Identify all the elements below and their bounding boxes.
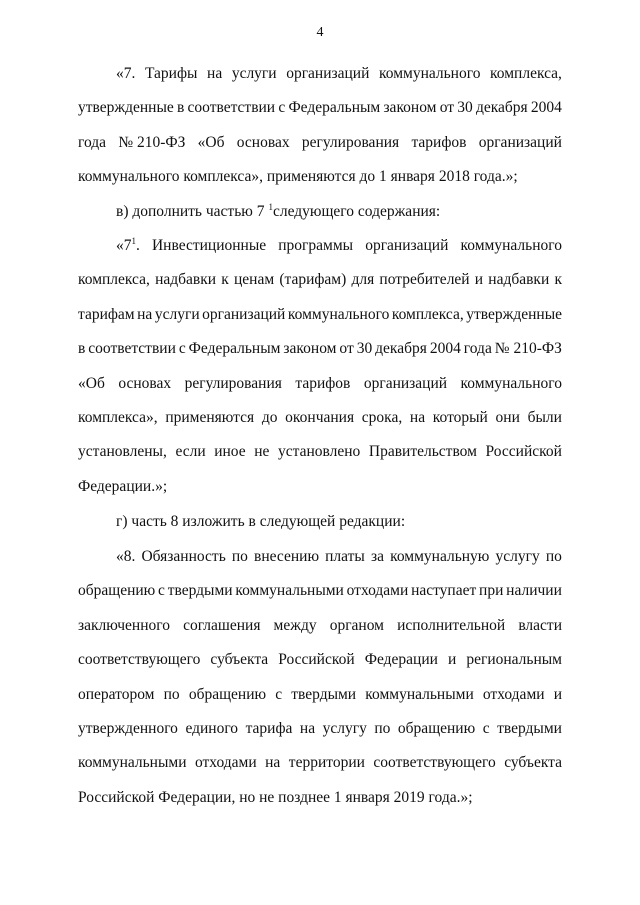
word: коммунальными [235, 582, 344, 600]
word: Обязанность [141, 548, 226, 565]
word: по [545, 548, 562, 565]
item-v [78, 195, 562, 229]
word: ценам [233, 271, 275, 289]
word: соответствующего [373, 754, 496, 772]
word: территории [288, 754, 365, 772]
word: окончания [285, 408, 355, 426]
word: наступает [411, 582, 477, 600]
word: внесению [254, 548, 320, 565]
word: комплекса, [78, 271, 150, 289]
item-v-text: в) дополнить частью 7 $^1$следующего содержания: [116, 202, 441, 220]
p71-line [78, 470, 562, 504]
word: утвержденного [78, 719, 178, 737]
word: с [278, 99, 286, 117]
word: между [273, 616, 317, 634]
word: на [299, 719, 316, 737]
word: к [554, 271, 562, 289]
word: с [158, 582, 165, 600]
p71-line [78, 332, 562, 366]
word: с [178, 340, 186, 358]
word: с [275, 685, 283, 703]
word: коммунального [460, 374, 562, 392]
word: услугу [495, 548, 540, 565]
word: регулирования [184, 374, 282, 392]
word: комплекса, [490, 65, 562, 82]
word: по [163, 685, 180, 703]
word: который [432, 408, 488, 426]
p8-line [78, 574, 562, 608]
item-g-text: г) часть 8 изложить в следующей редакции: [116, 513, 406, 530]
word: коммунальную [390, 548, 490, 565]
p71-line [78, 263, 562, 297]
word: и [553, 685, 562, 703]
word: коммунального [287, 305, 390, 323]
word: не [254, 443, 270, 461]
word: законом [283, 340, 337, 358]
word: «Об [197, 133, 225, 151]
word: от [439, 99, 455, 117]
word: власти [518, 616, 562, 634]
p8-line [78, 643, 562, 677]
word: регулирования [301, 133, 400, 151]
word: твердыми [497, 719, 562, 737]
word: «Об [78, 374, 105, 392]
word: тарифов [411, 133, 467, 151]
item-v-superscript: 1 [268, 202, 273, 212]
p71-line [78, 401, 562, 435]
word: если [175, 443, 206, 461]
p7-line [78, 91, 562, 125]
word: «$7^1$. [116, 236, 140, 254]
p8-line [78, 746, 562, 780]
word: основах [118, 374, 172, 392]
word: 30 [356, 340, 373, 358]
word: на [265, 754, 281, 772]
word: от [339, 340, 354, 358]
paragraph-8 [78, 540, 562, 815]
item-g-line [78, 505, 562, 539]
word: основах [236, 133, 290, 151]
word: обращению [397, 719, 476, 737]
p8-line [78, 609, 562, 643]
word: услуги [231, 65, 277, 82]
word: тарифам [78, 305, 135, 323]
p7-line [78, 160, 562, 194]
word: тарифа [245, 719, 293, 737]
word: утвержденные [466, 305, 562, 323]
word: коммунальными [78, 754, 187, 772]
word: декабря [375, 340, 427, 358]
word: комплекса», [78, 408, 158, 426]
word: организаций [363, 374, 448, 392]
word: Тарифы [144, 65, 198, 82]
p8-line [78, 781, 562, 815]
p8-line [78, 712, 562, 746]
word: исполнительной [397, 616, 506, 634]
word: организаций [365, 237, 449, 254]
word: коммунального [460, 237, 562, 254]
word: твердыми [167, 582, 233, 600]
word: заключенного [78, 616, 170, 634]
word: установлено [278, 443, 361, 461]
word: в [78, 340, 86, 358]
p71-line [78, 367, 562, 401]
word: 2004 [530, 99, 562, 117]
word: на [137, 305, 153, 323]
word: в [176, 99, 185, 117]
word: субъекта [210, 651, 269, 669]
word: декабря [475, 99, 528, 117]
word: коммунального комплекса», применяются до 1 января 2018 года.»; [78, 168, 518, 186]
p8-line [78, 540, 562, 574]
word: региональным [466, 651, 562, 669]
word: Федерации.»; [78, 477, 168, 495]
p8-line [78, 678, 562, 712]
paragraph-7-1 [78, 229, 562, 504]
word: по [231, 548, 248, 565]
word: организаций [202, 305, 286, 323]
page-number: 4 [316, 25, 324, 40]
word: субъекта [504, 754, 562, 772]
word: года [78, 133, 107, 151]
word: «8. [116, 548, 136, 565]
word: № 210-ФЗ [118, 133, 186, 151]
word: организаций [478, 133, 562, 151]
p71-line [78, 229, 562, 263]
word: Российской [485, 443, 562, 461]
word: (тарифам) [279, 271, 347, 289]
word: организаций [286, 65, 370, 82]
word: законом [383, 99, 437, 117]
word: при [479, 582, 504, 600]
word: Федеральным [288, 99, 381, 117]
word: применяются [165, 408, 255, 426]
p71-line [78, 298, 562, 332]
word: Федеральным [188, 340, 281, 358]
item-g [78, 505, 562, 539]
word: до [261, 408, 278, 426]
word: срока, [361, 408, 403, 426]
word: Федерации [364, 651, 438, 669]
word: отходами [346, 582, 409, 600]
word: Российской [278, 651, 355, 669]
word: надбавки [155, 271, 217, 289]
superscript: 1 [131, 236, 136, 246]
p71-line [78, 435, 562, 469]
word: наличии [506, 582, 562, 600]
word: платы [325, 548, 365, 565]
word: и [447, 651, 457, 669]
word: программы [278, 237, 354, 254]
word: были [527, 408, 562, 426]
word: комплекса, [391, 305, 464, 323]
word: за [370, 548, 384, 565]
word: единого [185, 719, 239, 737]
word: 30 [457, 99, 473, 117]
word: услуги [154, 305, 200, 323]
word: установлены, [78, 443, 167, 461]
word: к [221, 271, 229, 289]
word: утвержденные [78, 99, 174, 117]
word: года [463, 340, 492, 358]
word: с [482, 719, 490, 737]
word: и [474, 271, 484, 289]
word: № 210-ФЗ [494, 340, 562, 358]
word: отходами [482, 685, 545, 703]
word: обращению [188, 685, 267, 703]
word: услугу [322, 719, 367, 737]
item-v-line [78, 195, 562, 229]
word: на [207, 65, 223, 82]
word: по [374, 719, 391, 737]
word: иное [214, 443, 246, 461]
word: они [495, 408, 520, 426]
paragraph-7 [78, 57, 562, 195]
word: твердыми [291, 685, 357, 703]
word: соглашения [183, 616, 261, 634]
word: оператором [78, 685, 155, 703]
word: Российской Федерации, но не позднее 1 января 2019 года.»; [78, 788, 473, 806]
word: соответствии [187, 99, 276, 117]
word: Правительством [368, 443, 477, 461]
word: коммунальными [365, 685, 474, 703]
word: соответствии [88, 340, 176, 358]
word: соответствующего [78, 651, 201, 669]
word: органом [329, 616, 384, 634]
word: «7. [116, 65, 136, 82]
word: на [409, 408, 426, 426]
p7-line [78, 126, 562, 160]
word: надбавки [488, 271, 550, 289]
word: для [351, 271, 375, 289]
word: коммунального [379, 65, 481, 82]
word: потребителей [379, 271, 470, 289]
word: тарифов [295, 374, 351, 392]
word: 2004 [429, 340, 461, 358]
word: обращению [78, 582, 156, 600]
p7-line [78, 57, 562, 91]
word: Инвестиционные [151, 237, 267, 254]
word: отходами [194, 754, 257, 772]
